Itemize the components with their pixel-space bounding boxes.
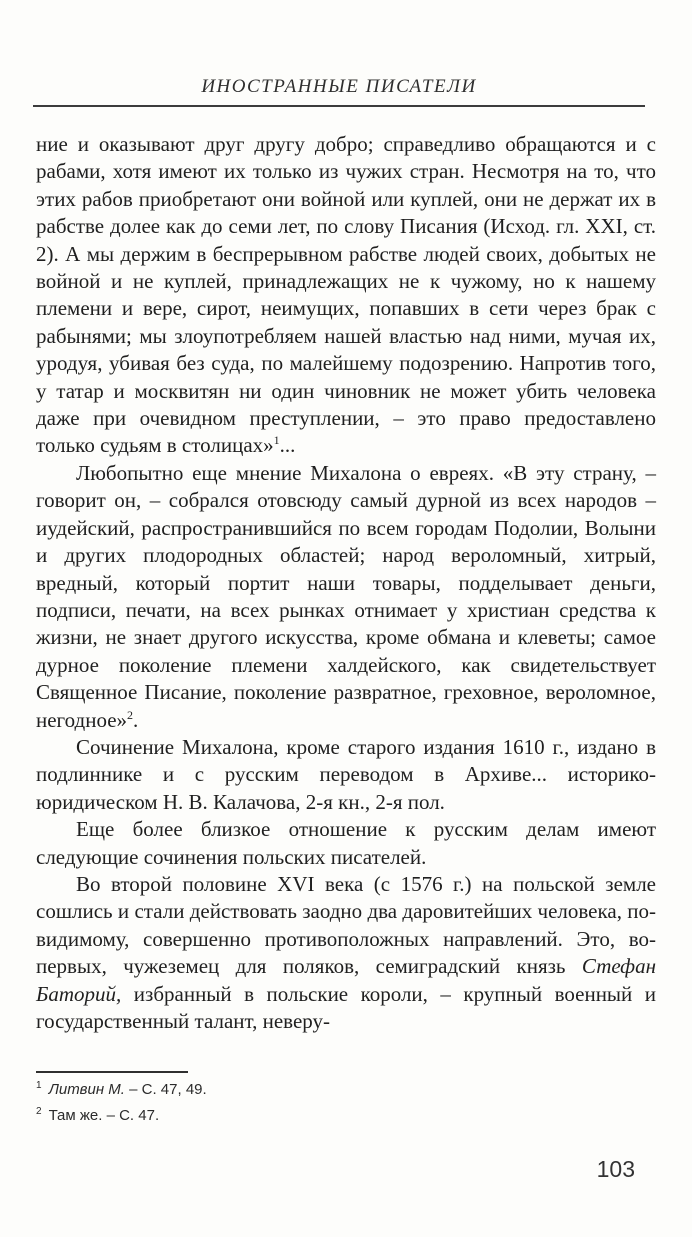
paragraph-4 xyxy=(36,816,656,871)
paragraph-1-text: ние и оказывают друг другу добро; справедливо обращаются и с рабами, хотя имеют их только из чужих стран. Несмотря на то, что этих рабов приобретают они войной или куплей, они не держат их в рабстве долее как до семи лет, по слову Писания (Исход. гл. XXI, ст. 2). А мы держим в беспрерывном рабстве людей своих, добытых не войной и не куплей, принадлежащих не к чужому, но к нашему племени и вере, сирот, неимущих, попавших в сети через брак с рабынями; мы злоупотребляем нашей властью над ними, мучая их, уродуя, убивая без суда, по малейшему подозрению. Напротив того, у татар и москвитян ни один чиновник не может убить человека даже при очевидном преступлении, – это право предоставлено только судьям в столицах» xyxy=(36,132,656,458)
footnotes-block xyxy=(36,1081,636,1133)
footnote-2-marker: 2 xyxy=(36,1106,42,1117)
paragraph-1-ellipsis: ... xyxy=(279,433,296,458)
footnote-1 xyxy=(36,1081,636,1098)
running-header-title: ИНОСТРАННЫЕ ПИСАТЕЛИ xyxy=(201,76,477,97)
page-body xyxy=(36,131,656,1035)
page-number: 103 xyxy=(596,1156,635,1182)
footnote-2 xyxy=(36,1107,636,1124)
person-name-stefan-batory: Стефан Баторий, xyxy=(36,954,656,1006)
paragraph-5-text: Во второй половине XVI века (с 1576 г.) на польской земле сошлись и стали действовать заодно два даровитейших человека, по-видимому, совершенно противоположных направлений. Это, во-первых, чужеземец для поляков, семиградский князь xyxy=(36,871,656,979)
footnote-ref-2: 2 xyxy=(127,707,134,722)
running-header xyxy=(33,76,645,107)
paragraph-3 xyxy=(36,734,656,816)
footnote-1-marker: 1 xyxy=(36,1080,42,1091)
paragraph-2-text: Любопытно еще мнение Михалона о евреях. «В эту страну, – говорит он, – собрался отовсюду самый дурной из всех народов – иудейский, распространившийся по всем городам Подолии, Волыни и других плодородных областей; народ вероломный, хитрый, вредный, который портит наши товары, подделывает деньги, подписи, печати, на всех рынках отнимает у христиан средства к жизни, не знает другого искусства, кроме обмана и клеветы; самое дурное поколение племени халдейского, как свидетельствует Священное Писание, поколение развратное, греховное, вероломное, негодное» xyxy=(36,460,656,732)
paragraph-4-text: Еще более близкое отношение к русским делам имеют следующие сочинения польских писателей. xyxy=(36,817,656,869)
footnote-1-text: – С. 47, 49. xyxy=(124,1081,207,1098)
paragraph-5-text-cont: избранный в польские короли, – крупный военный и государственный талант, неверу- xyxy=(36,981,656,1033)
paragraph-3-text: Сочинение Михалона, кроме старого издания 1610 г., издано в подлиннике и с русским переводом в Архиве... историко- юридическом Н. В. Калачова, 2-я кн., 2-я пол. xyxy=(36,734,656,814)
footnote-separator-rule xyxy=(36,1071,188,1073)
paragraph-1 xyxy=(36,131,656,460)
paragraph-5 xyxy=(36,871,656,1035)
paragraph-2 xyxy=(36,460,656,734)
footnote-2-text: Там же. – С. 47. xyxy=(48,1107,160,1124)
paragraph-2-period: . xyxy=(133,707,139,732)
footnote-1-source: Литвин М. xyxy=(48,1081,125,1098)
footnote-ref-1: 1 xyxy=(273,433,280,448)
